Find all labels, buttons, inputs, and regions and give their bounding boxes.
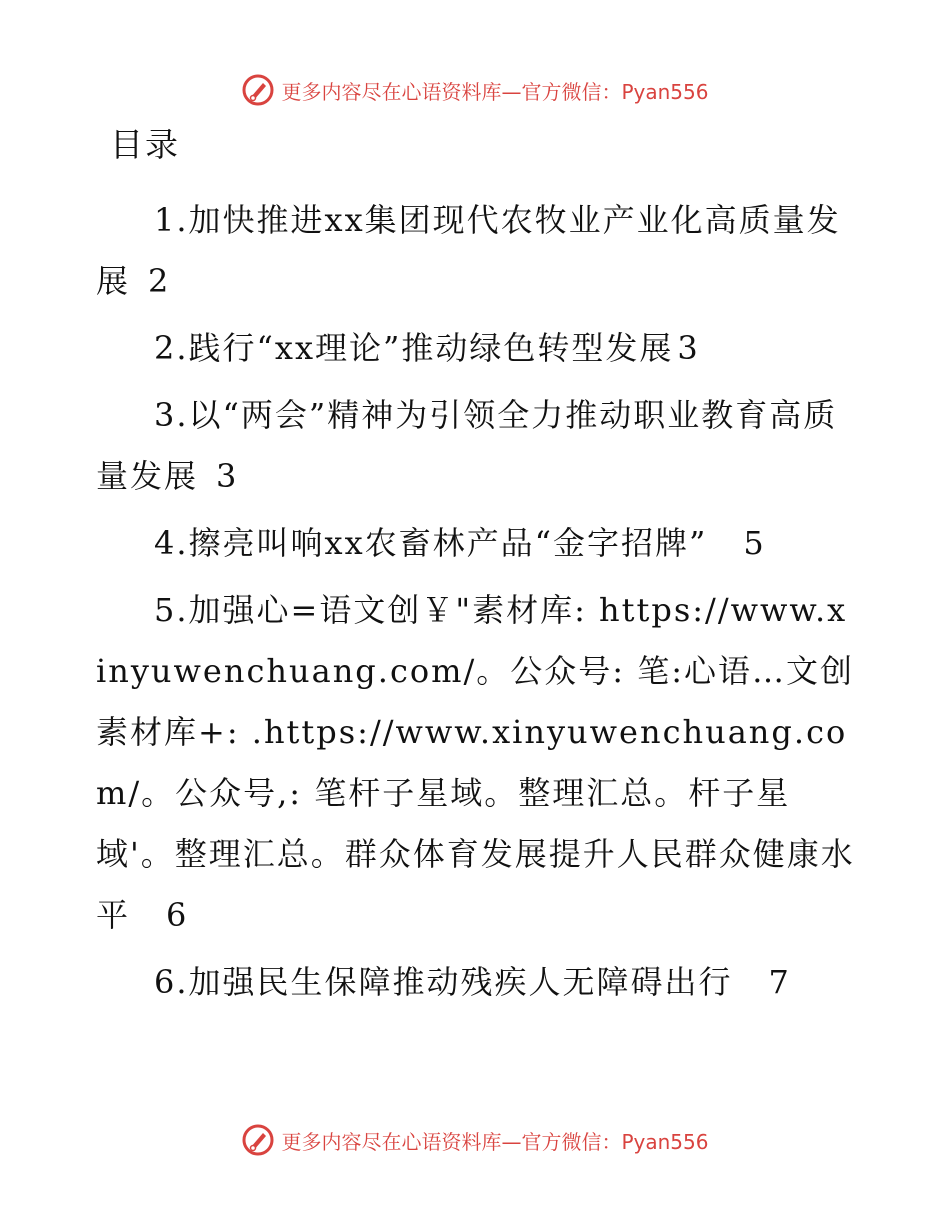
toc-item-text: 1.加快推进xx集团现代农牧业产业化高质量发展 (96, 201, 841, 300)
toc-item-text: 4.擦亮叫响xx农畜林产品“金字招牌” (154, 524, 708, 562)
toc-item (96, 385, 856, 507)
toc-item (96, 318, 856, 379)
toc-item (96, 952, 856, 1013)
toc-item (96, 580, 856, 946)
toc-item-text: 3.以“两会”精神为引领全力推动职业教育高质量发展 (96, 396, 838, 495)
header-banner-text: 更多内容尽在心语资料库—官方微信：Pyan556 (281, 79, 709, 104)
pen-nib-logo-icon (241, 1123, 275, 1157)
toc-item-page: 3 (216, 457, 239, 495)
header-banner (0, 70, 950, 110)
toc-item-text: 2.践行“xx理论”推动绿色转型发展 (154, 329, 674, 367)
toc-item-page: 3 (677, 329, 700, 367)
toc-item-page: 2 (148, 262, 171, 300)
toc-item (96, 190, 856, 312)
footer-banner-text: 更多内容尽在心语资料库—官方微信：Pyan556 (281, 1129, 709, 1154)
toc-item-text: 6.加强民生保障推动残疾人无障碍出行 (154, 963, 733, 1001)
pen-nib-logo-icon (241, 73, 275, 107)
toc-list (96, 190, 856, 1019)
toc-item-page: 6 (166, 896, 189, 934)
toc-item-page: 7 (768, 963, 791, 1001)
toc-item-text: 5.加强心=语文创￥"素材库: https://www.xinyuwenchuang.com/。公众号: 笔:心语…文创素材库+: .https://www.xinyuwenchuang.com/。公众号,: 笔杆子星域。整理汇总。杆子星域'。整理汇总。群众体育发展提升人民群众健康水平 (96, 591, 855, 934)
toc-item (96, 513, 856, 574)
footer-banner (0, 1120, 950, 1160)
toc-title: 目录 (110, 125, 180, 164)
toc-item-page: 5 (743, 524, 766, 562)
